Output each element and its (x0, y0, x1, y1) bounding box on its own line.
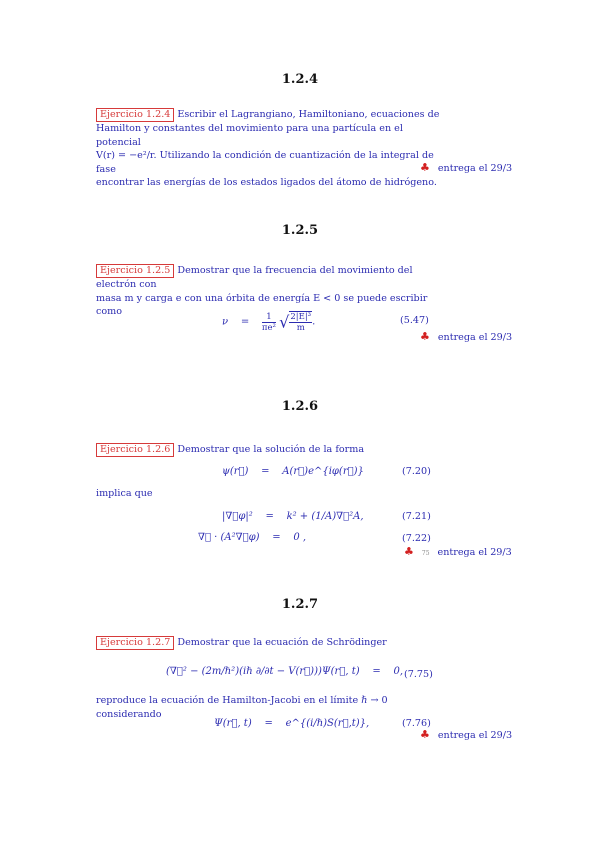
eq-number-7-76: (7.76) (402, 718, 431, 729)
eq-rel: = (372, 666, 381, 677)
entrega-text: entrega el 29/3 (437, 730, 513, 741)
root-den: m (296, 323, 305, 333)
equation-5-47 (222, 311, 315, 333)
frac-den: πe² (261, 322, 276, 333)
root-num: 2|E|³ (290, 312, 312, 322)
eq-rhs: k² + (1/A)∇⃗²A, (286, 511, 364, 522)
equation-7-20 (222, 466, 364, 477)
eq-rhs: 0 , (293, 532, 307, 543)
entrega-1-2-5 (420, 330, 512, 343)
exercise-label[interactable]: Ejercicio 1.2.6 (96, 443, 174, 457)
entrega-text: entrega el 29/3 (437, 332, 513, 343)
section-title-1-2-7: 1.2.7 (281, 597, 319, 612)
exercise-label[interactable]: Ejercicio 1.2.5 (96, 264, 174, 278)
equation-7-76 (214, 718, 369, 729)
eq-rhs: e^{(i/ℏ)S(r⃗,t)}, (285, 718, 370, 729)
frac-num: 1 (262, 312, 276, 323)
eq-root (289, 311, 312, 333)
eq-rel: = (261, 466, 270, 477)
exercise-1-2-4-text (96, 108, 441, 190)
club-suit-icon: ♣ (404, 545, 414, 558)
eq-lhs: ∇⃗ · (A²∇⃗φ) (198, 532, 260, 543)
club-suit-icon: ♣ (420, 330, 430, 343)
exercise-label[interactable]: Ejercicio 1.2.4 (96, 108, 174, 122)
middle-text-1-2-6: implica que (96, 488, 153, 499)
text-line: encontrar las energías de los estados ligados del átomo de hidrógeno. (96, 177, 437, 188)
entrega-1-2-4 (420, 161, 512, 174)
text-line: Demostrar que la ecuación de Schrödinger (177, 637, 387, 648)
middle-text-1-2-7: reproduce la ecuación de Hamilton-Jacobi en el límite ℏ → 0 considerando (96, 695, 388, 720)
small-note: 75 (421, 550, 430, 557)
eq-number-7-20: (7.20) (402, 466, 431, 477)
text-line: Demostrar que la solución de la forma (177, 444, 365, 455)
equation-7-75 (166, 666, 403, 677)
entrega-text: entrega el 29/3 (437, 547, 512, 558)
eq-rel: = (265, 511, 274, 522)
eq-number-7-75: (7.75) (404, 669, 433, 680)
eq-lhs: |∇⃗φ|² (222, 511, 253, 522)
eq-rel: = (240, 316, 250, 328)
eq-number-7-21: (7.21) (402, 511, 431, 522)
eq-rel: = (272, 532, 281, 543)
eq-lhs: ν (222, 316, 229, 328)
equation-7-22 (198, 532, 306, 543)
club-suit-icon: ♣ (420, 728, 430, 741)
text-line: V(r) = −e²/r. Utilizando la condición de cuantización de la integral de fase (96, 150, 434, 175)
eq-rhs: 0, (393, 666, 403, 677)
exercise-label[interactable]: Ejercicio 1.2.7 (96, 636, 174, 650)
eq-fraction (262, 312, 276, 333)
entrega-text: entrega el 29/3 (437, 163, 513, 174)
section-title-1-2-5: 1.2.5 (281, 223, 319, 238)
eq-lhs: Ψ(r⃗, t) (214, 718, 252, 729)
eq-rhs: A(r⃗)e^{iφ(r⃗)} (282, 466, 364, 477)
text-line: masa m y carga e con una órbita de energía E < 0 se puede escribir como (96, 292, 428, 317)
entrega-1-2-7 (420, 728, 512, 741)
club-suit-icon: ♣ (420, 161, 430, 174)
text-line: Hamilton y constantes del movimiento para una partícula en el potencial (96, 123, 403, 148)
exercise-1-2-7-text (96, 636, 456, 650)
section-title-1-2-4: 1.2.4 (281, 72, 319, 87)
eq-lhs: ψ(r⃗) (222, 466, 249, 477)
eq-number-5-47: (5.47) (400, 315, 429, 326)
equation-7-21 (222, 511, 364, 522)
entrega-1-2-6 (404, 545, 512, 558)
eq-tail: . (312, 316, 316, 328)
sqrt-sign: √ (279, 312, 290, 332)
exercise-1-2-6-text (96, 443, 436, 457)
eq-number-7-22: (7.22) (402, 533, 431, 544)
text-line: Demostrar que la frecuencia del movimiento del electrón con (96, 265, 413, 290)
section-title-1-2-6: 1.2.6 (281, 399, 319, 414)
eq-lhs: (∇⃗² − (2m/ℏ²)(iℏ ∂/∂t − V(r⃗)))Ψ(r⃗, t) (166, 666, 360, 677)
text-line: Escribir el Lagrangiano, Hamiltoniano, ecuaciones de (177, 109, 440, 120)
eq-rel: = (264, 718, 273, 729)
